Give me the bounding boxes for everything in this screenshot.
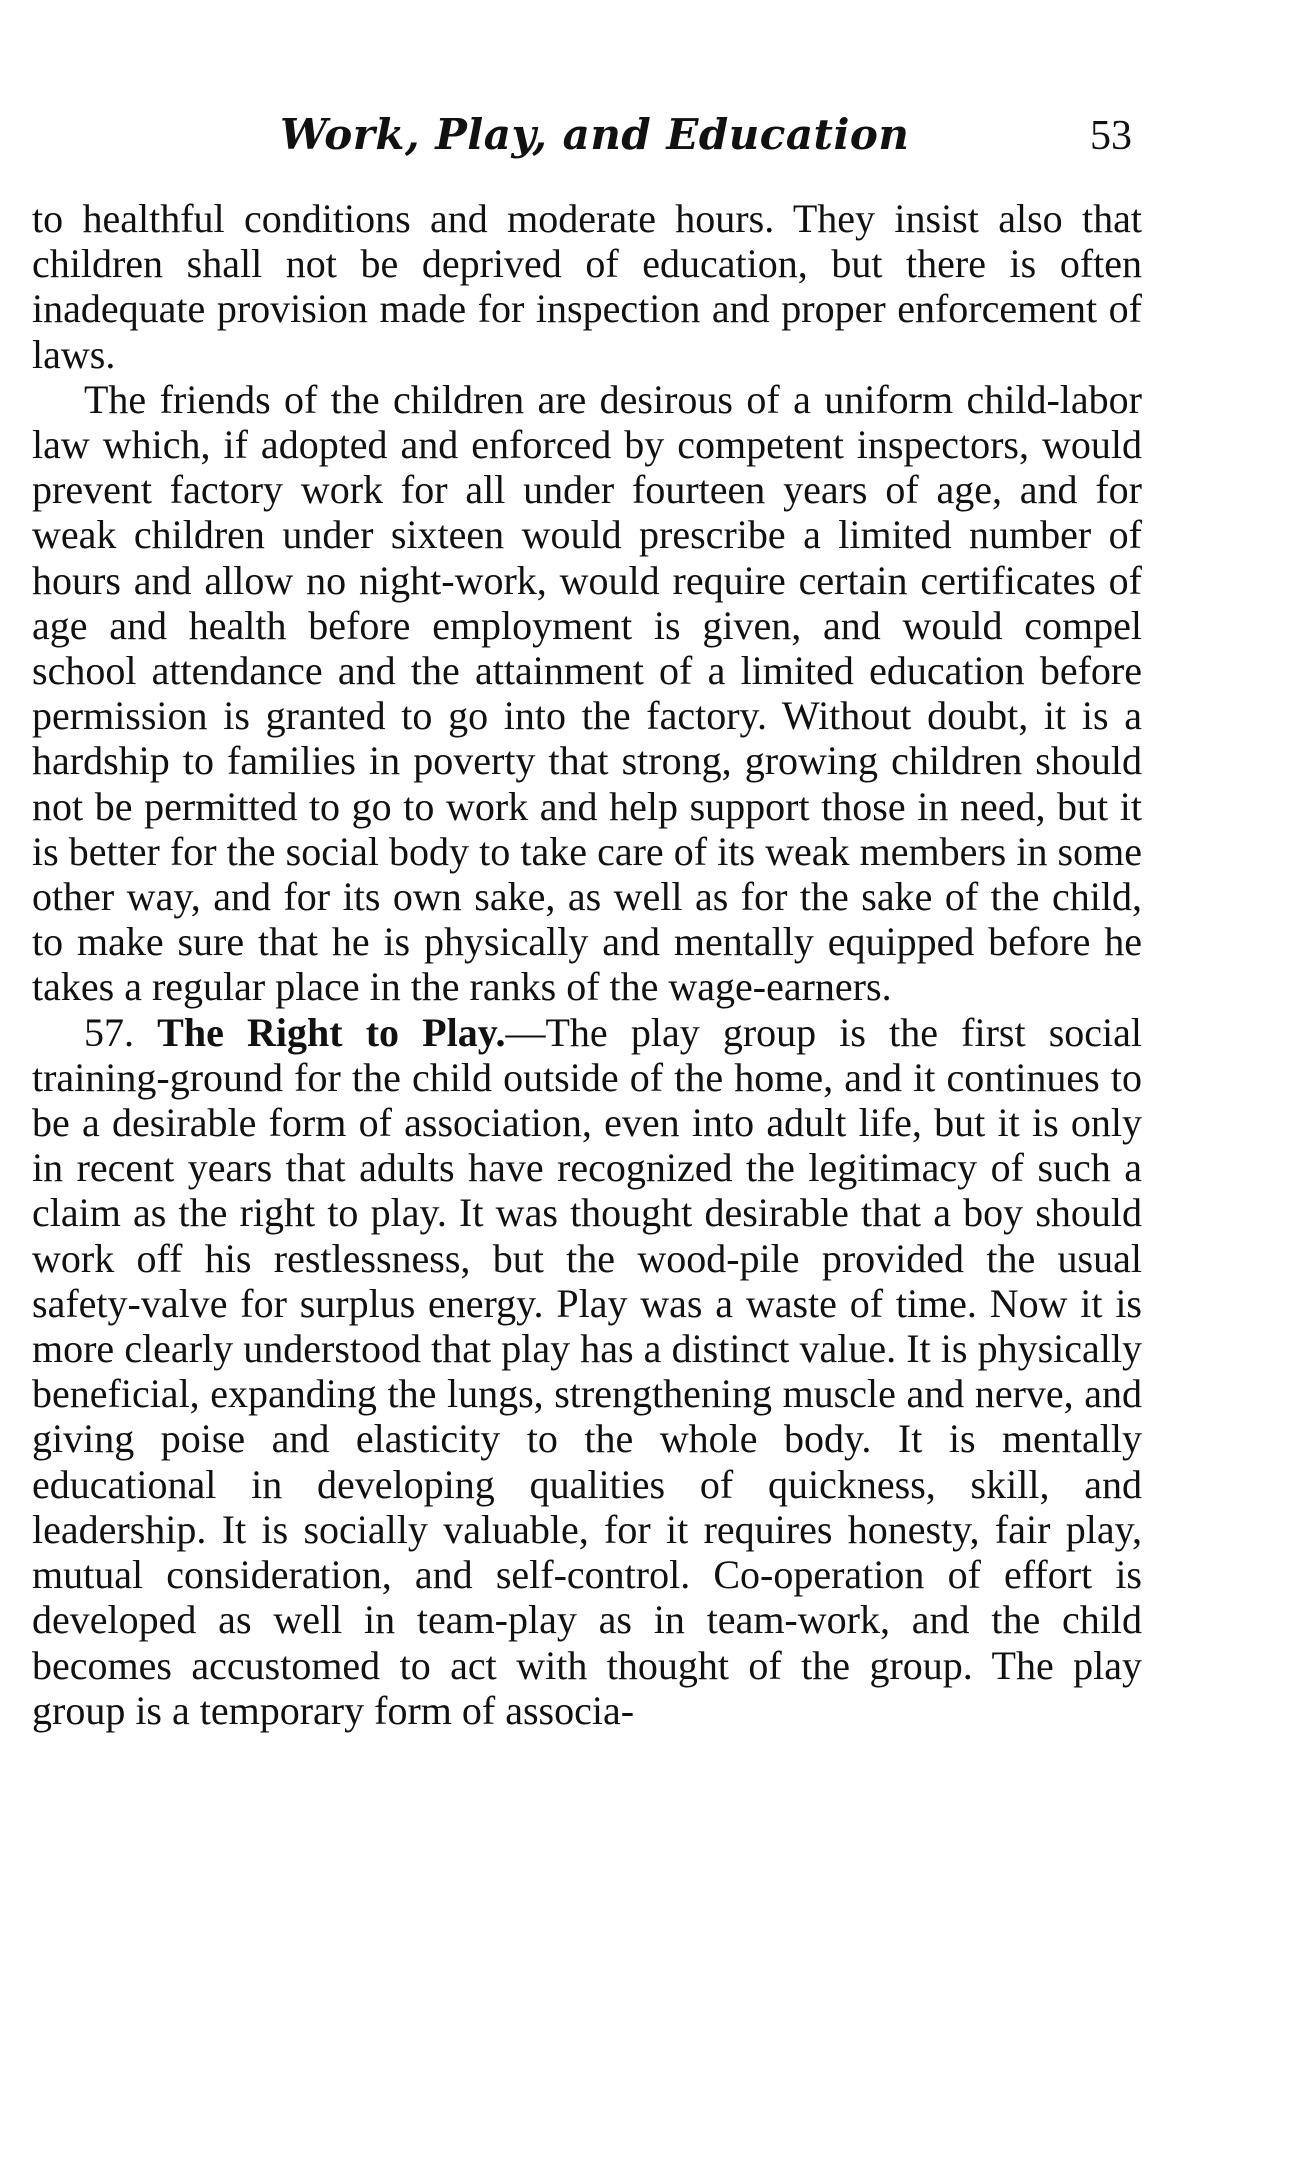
page-number: 53 <box>1090 113 1132 159</box>
body-text <box>32 196 1142 1733</box>
section-number: 57. <box>84 1009 134 1055</box>
running-title: Work, Play, and Education <box>280 110 910 159</box>
page-header <box>0 110 1291 170</box>
section-body: —The play group is the first social training-ground for the child outside of the home, and it continues to be a desirable form of association, even into adult life, but it is only in recent years that adults have recognized the legitimacy of such a claim as the right to play. It was thought desirable that a boy should work off his restlessness, but the wood-pile provided the usual safety-valve for surplus energy. Play was a waste of time. Now it is more clearly understood that play has a distinct value. It is physically beneficial, expanding the lungs, strengthening muscle and nerve, and giving poise and elasticity to the whole body. It is mentally educational in developing qualities of quickness, skill, and leadership. It is socially valuable, for it requires honesty, fair play, mutual consideration, and self-control. Co-operation of effort is developed as well in team-play as in team-work, and the child becomes accustomed to act with thought of the group. The play group is a temporary form of associa- <box>32 1009 1143 1733</box>
section-heading: The Right to Play. <box>157 1009 506 1055</box>
paragraph-continuation: to healthful conditions and moderate hours. They insist also that children shall not be deprived of education, but there is often inadequate provision made for inspection and proper enforcement of laws. <box>32 196 1142 377</box>
paragraph-child-labor-law: The friends of the children are desirous of a uniform child-labor law which, if adopted and enforced by competent inspectors, would prevent factory work for all under fourteen years of age, and for weak children under sixteen would prescribe a limited number of hours and allow no night-work, would require certain certificates of age and health before employment is given, and would compel school attendance and the attainment of a limited education before permission is granted to go into the factory. Without doubt, it is a hardship to families in poverty that strong, growing children should not be permitted to go to work and help support those in need, but it is better for the social body to take care of its weak members in some other way, and for its own sake, as well as for the sake of the child, to make sure that he is physically and mentally equipped before he takes a regular place in the ranks of the wage-earners. <box>32 376 1142 1010</box>
paragraph-right-to-play <box>32 1010 1142 1733</box>
